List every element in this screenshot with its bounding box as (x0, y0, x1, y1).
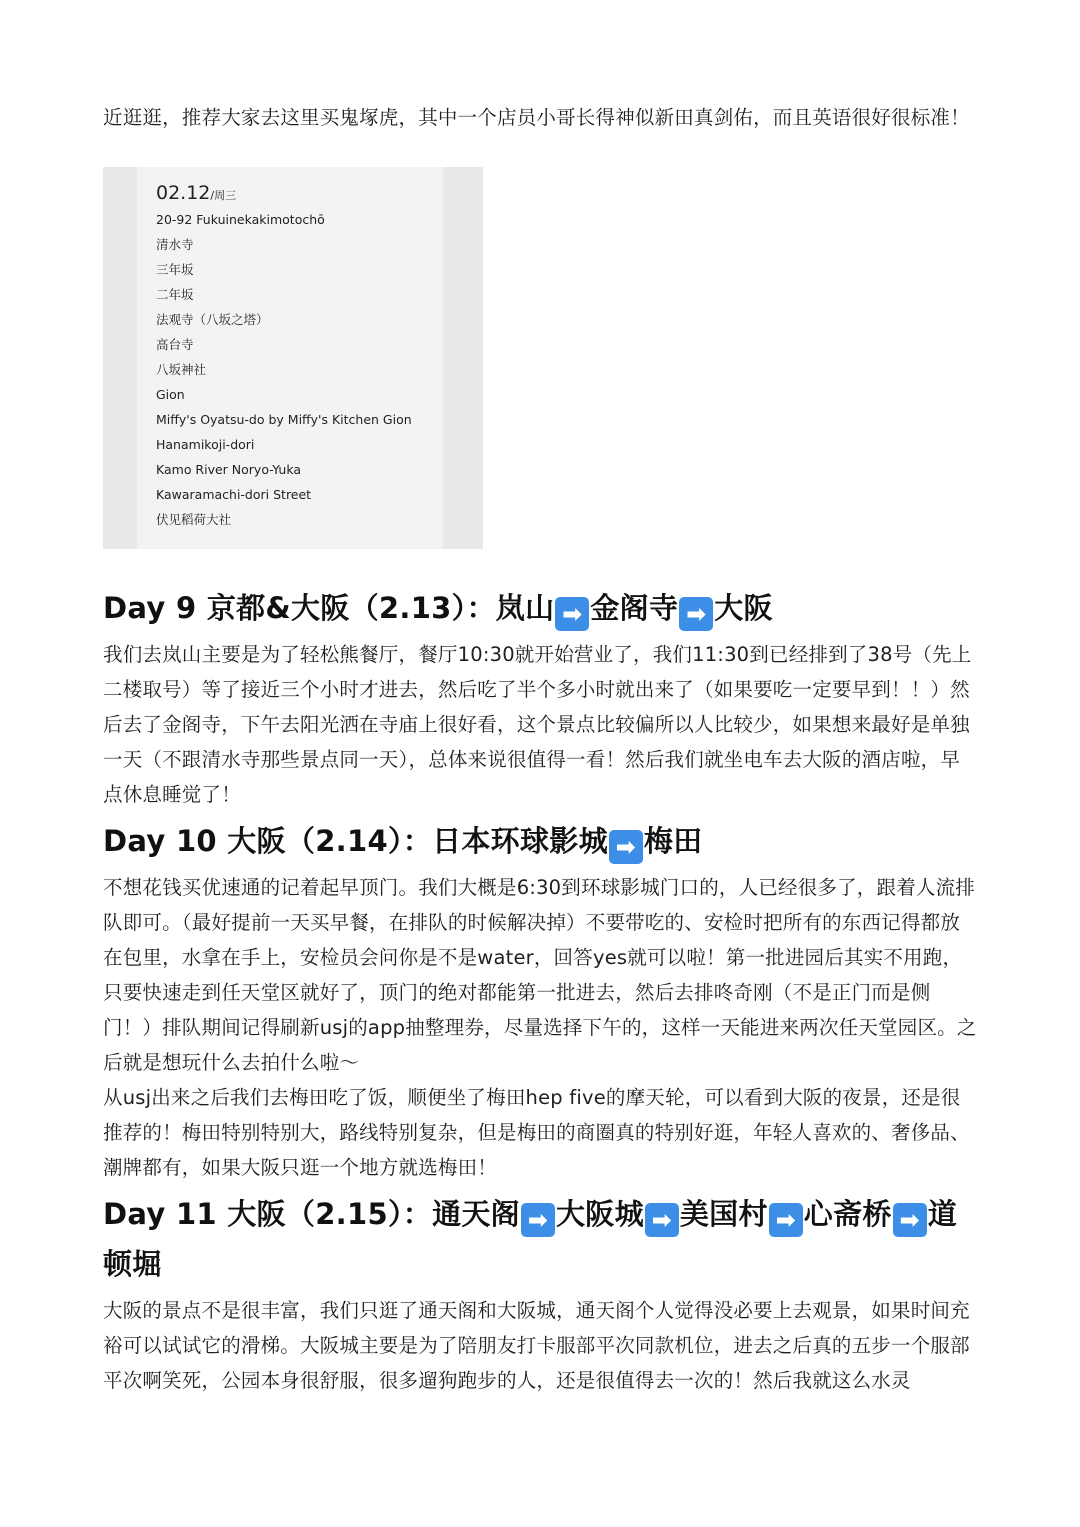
day-10-section (103, 816, 979, 1185)
stop-name: 美国村 (679, 1197, 768, 1231)
day-11-paragraph: 大阪的景点不是很丰富，我们只逛了通天阁和大阪城，通天阁个人觉得没必要上去观景，如果时间充裕可以试试它的滑梯。大阪城主要是为了陪朋友打卡服部平次同款机位，进去之后真的五步一个服部平次啊笑死，公园本身很舒服，很多遛狗跑步的人，还是很值得去一次的！然后我就这么水灵 (103, 1299, 970, 1392)
day-heading-prefix: Day 9 京都&大阪（2.13）： (103, 591, 496, 625)
itinerary-item: 二年坂 (156, 287, 194, 302)
itinerary-item: 三年坂 (156, 262, 194, 277)
right-arrow-icon: ➡ (645, 1203, 679, 1237)
stop-name: 岚山 (495, 591, 555, 625)
stop-name: 大阪 (714, 591, 773, 625)
day-9-paragraph: 我们去岚山主要是为了轻松熊餐厅，餐厅10:30就开始营业了，我们11:30到已经排到了38号（先上二楼取号）等了接近三个小时才进去，然后吃了半个多小时就出来了（如果要吃一定要早到！！）然后去了金阁寺，下午去阳光洒在寺庙上很好看，这个景点比较偏所以人比较少，如果想来最好是单独一天（不跟清水寺那些景点同一天），总体来说很值得一看！然后我们就坐电车去大阪的酒店啦，早点休息睡觉了！ (103, 643, 972, 806)
itinerary-item: Miffy's Oyatsu-do by Miffy's Kitchen Gion (156, 412, 412, 427)
itinerary-item: 八坂神社 (156, 362, 207, 377)
day-9-section (103, 583, 979, 812)
itinerary-item: Kawaramachi-dori Street (156, 487, 312, 502)
itinerary-item: 高台寺 (156, 337, 194, 352)
itinerary-item: 法观寺（八坂之塔） (156, 312, 269, 327)
itinerary-item: Kamo River Noryo-Yuka (156, 462, 302, 477)
right-arrow-icon: ➡ (769, 1203, 803, 1237)
day-11-heading (103, 1189, 979, 1289)
stop-name: 道顿堀 (103, 1197, 957, 1281)
day-9-heading (103, 583, 979, 633)
day-heading-prefix: Day 10 大阪（2.14）： (103, 824, 433, 858)
day-10-heading (103, 816, 979, 866)
stop-name: 通天阁 (432, 1197, 520, 1231)
stop-name: 日本环球影城 (432, 824, 608, 858)
itinerary-item: Gion (156, 387, 185, 402)
right-arrow-icon: ➡ (555, 597, 589, 631)
itinerary-card-image (103, 167, 483, 549)
right-arrow-icon: ➡ (609, 830, 643, 864)
day-10-paragraph-1: 不想花钱买优速通的记着起早顶门。我们大概是6:30到环球影城门口的，人已经很多了，跟着人流排队即可。（最好提前一天买早餐，在排队的时候解决掉）不要带吃的、安检时把所有的东西记得都放在包里，水拿在手上，安检员会问你是不是water，回答yes就可以啦！第一批进园后其实不用跑，只要快速走到任天堂区就好了，顶门的绝对都能第一批进去，然后去排咚奇刚（不是正门而是侧门！）排队期间记得刷新usj的app抽整理券，尽量选择下午的，这样一天能进来两次任天堂园区。之后就是想玩什么去拍什么啦～ (103, 876, 977, 1074)
itinerary-item: 清水寺 (156, 237, 194, 252)
itinerary-card-panel (137, 167, 443, 549)
itinerary-item: Hanamikoji-dori (156, 437, 255, 452)
stop-name: 心斋桥 (803, 1197, 892, 1231)
intro-paragraph: 近逛逛，推荐大家去这里买鬼塚虎，其中一个店员小哥长得神似新田真剑佑，而且英语很好很标准！ (103, 106, 970, 129)
right-arrow-icon: ➡ (521, 1203, 555, 1237)
document-page (103, 100, 979, 1402)
day-11-section (103, 1189, 979, 1398)
stop-name: 梅田 (643, 824, 703, 858)
stop-name: 大阪城 (555, 1197, 644, 1231)
itinerary-weekday: /周三 (210, 189, 237, 202)
right-arrow-icon: ➡ (893, 1203, 927, 1237)
day-10-paragraph-2: 从usj出来之后我们去梅田吃了饭，顺便坐了梅田hep five的摩天轮，可以看到大阪的夜景，还是很推荐的！梅田特别特别大，路线特别复杂，但是梅田的商圈真的特别好逛，年轻人喜欢的、奢侈品、潮牌都有，如果大阪只逛一个地方就选梅田！ (103, 1086, 970, 1179)
itinerary-date (156, 182, 236, 204)
itinerary-list (156, 211, 436, 536)
right-arrow-icon: ➡ (679, 597, 713, 631)
itinerary-item: 伏见稻荷大社 (156, 512, 232, 527)
day-heading-prefix: Day 11 大阪（2.15）： (103, 1197, 433, 1231)
stop-name: 金阁寺 (590, 591, 679, 625)
itinerary-date-value: 02.12 (156, 182, 211, 204)
itinerary-item: 20-92 Fukuinekakimotochō (156, 212, 325, 227)
